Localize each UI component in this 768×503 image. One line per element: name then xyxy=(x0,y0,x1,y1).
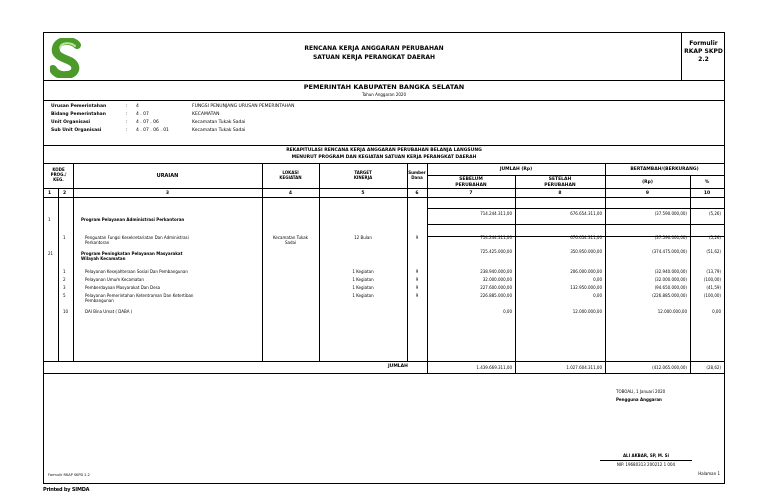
row-keg-code: 2 xyxy=(63,277,66,282)
form-label: Formulir xyxy=(689,40,718,47)
row-selisih: (94.650.000,00) xyxy=(654,285,687,290)
row-selisih: (226.885.000,00) xyxy=(652,293,687,298)
info-name: Kecamatan Tukak Sadai xyxy=(192,120,246,125)
org-info xyxy=(51,104,451,136)
col-kode-line3: KEG. xyxy=(53,177,64,182)
info-label: Unit Organisasi xyxy=(51,120,91,125)
row-sebelum: 227.600.000,00 xyxy=(480,285,512,290)
col-num-10: 10 xyxy=(703,191,711,196)
row-uraian: DAI Bina Umat ( DABA ) xyxy=(85,309,133,314)
col-num-7: 7 xyxy=(469,191,473,196)
total-label: JUMLAH xyxy=(388,364,408,369)
row-setelah: 206.000.000,00 xyxy=(570,269,602,274)
sign-name: ALI AKBAR, SP, M. Si xyxy=(622,453,670,458)
col-num-9: 9 xyxy=(645,191,650,196)
col-target-line1: TARGET xyxy=(354,170,372,175)
col-lokasi xyxy=(262,170,319,180)
col-target xyxy=(319,170,407,180)
col-lokasi-line1: LOKASI xyxy=(282,170,299,175)
col-num-6: 6 xyxy=(415,191,419,196)
row-sumber: 9 xyxy=(415,235,419,240)
row-target: 1 Kegiatan xyxy=(352,277,374,282)
info-colon: : xyxy=(126,120,128,125)
row-keg-code: 1 xyxy=(63,235,66,240)
sign-place-date: TOBOALI, 1 Januari 2020 xyxy=(616,389,666,394)
row-lokasi-line2: Sadai xyxy=(284,240,297,245)
row-pct: 0,00 xyxy=(712,309,721,314)
info-code: 4 . 07 . 06 xyxy=(136,120,159,125)
row-target: 1 Kegiatan xyxy=(352,269,374,274)
row-selisih: (37.590.000,00) xyxy=(654,235,687,240)
row-uraian: Pelayanan Kesejahteraan Sosial Dan Pembangunan xyxy=(85,269,188,274)
info-name: KECAMATAN xyxy=(192,112,220,117)
row-setelah: 676.654.311,00 xyxy=(570,235,602,240)
col-num-8: 8 xyxy=(558,191,562,196)
row-uraian: Pelayanan Umum Kecamatan xyxy=(85,277,144,282)
col-target-line2: KINERJA xyxy=(353,175,373,180)
row-keg-code: 10 xyxy=(63,309,69,314)
form-code: RKAP SKPD xyxy=(684,48,723,55)
col-kode-line2: PROG./ xyxy=(50,172,67,177)
col-pct: % xyxy=(704,180,710,185)
col-sebelum-line1: SEBELUM xyxy=(459,177,483,182)
row-setelah: 350.950.000,00 xyxy=(570,249,602,254)
row-uraian: Program Pelayanan Administrasi Perkantoran xyxy=(81,217,185,222)
row-sumber: 9 xyxy=(415,285,419,290)
row-sumber: 9 xyxy=(415,293,419,298)
row-selisih: (32.000.000,00) xyxy=(654,277,687,282)
row-uraian-line2: Wilayah Kecamatan xyxy=(81,256,126,261)
info-code: 4 . 07 xyxy=(136,112,149,117)
info-label: Bidang Pemerintahan xyxy=(51,112,106,117)
row-setelah: 132.950.000,00 xyxy=(570,285,602,290)
row-uraian: Pemberdayaan Masyarakat Dan Desa xyxy=(85,285,161,290)
info-row-unit xyxy=(51,120,451,128)
sign-role: Pengguna Anggaran xyxy=(616,397,662,402)
col-num-4: 4 xyxy=(288,191,293,196)
row-target: 1 Kegiatan xyxy=(352,293,374,298)
row-setelah: 0,00 xyxy=(593,293,602,298)
row-selisih: (32.940.000,00) xyxy=(654,269,687,274)
row-sebelum: 226.885.000,00 xyxy=(480,293,512,298)
col-num-2: 2 xyxy=(63,191,67,196)
recap-title-1: REKAPITULASI RENCANA KERJA ANGGARAN PERUBAHAN BELANJA LANGSUNG xyxy=(286,148,482,153)
row-pct: (5,26) xyxy=(708,235,721,240)
col-sumber-line1: Sumber xyxy=(408,170,426,175)
form-number: 2.2 xyxy=(698,56,709,63)
row-target: 12 Bulan xyxy=(354,235,372,240)
info-name: Kecamatan Tukak Sadai xyxy=(192,128,246,133)
row-uraian: Program Peningkatan Pelayanan Masyarakat xyxy=(81,251,183,256)
col-bertambah: BERTAMBAH/(BERKURANG) xyxy=(630,167,699,172)
col-rp: (Rp) xyxy=(642,180,653,185)
row-pct: (13,79) xyxy=(706,269,721,274)
row-selisih: (374.475.000,00) xyxy=(652,249,687,254)
info-row-subunit xyxy=(51,128,451,136)
row-pct: (5,26) xyxy=(708,211,721,216)
row-selisih: 12.000.000,00 xyxy=(657,309,687,314)
fiscal-year: Tahun Anggaran 2020 xyxy=(362,92,406,97)
info-colon: : xyxy=(126,128,128,133)
col-jumlah: JUMLAH (Rp) xyxy=(499,167,533,172)
recap-title-2: MENURUT PROGRAM DAN KEGIATAN SATUAN KERJA PERANGKAT DAERAH xyxy=(291,155,477,160)
info-label: Urusan Pemerintahan xyxy=(51,104,107,109)
col-num-5: 5 xyxy=(361,191,365,196)
total-selisih: (412.065.000,00) xyxy=(652,365,687,370)
row-setelah: 12.000.000,00 xyxy=(572,309,602,314)
row-pct: (41,59) xyxy=(706,285,721,290)
row-lokasi: Kecamatan Tukak xyxy=(272,235,309,240)
col-setelah-line2: PERUBAHAN xyxy=(544,182,576,188)
row-setelah: 676.654.311,00 xyxy=(570,211,602,216)
row-selisih: (37.590.000,00) xyxy=(654,211,687,216)
sign-nip: NIP. 19680313 200212 1 004 xyxy=(616,462,676,467)
info-colon: : xyxy=(126,112,128,117)
row-sumber: 9 xyxy=(415,277,419,282)
title-line-1: RENCANA KERJA ANGGARAN PERUBAHAN xyxy=(304,45,444,52)
row-target: 1 Kegiatan xyxy=(352,285,374,290)
row-setelah: 0,00 xyxy=(593,277,602,282)
col-sebelum-line2: PERUBAHAN xyxy=(455,182,487,188)
col-kode-line1: KODE xyxy=(52,167,65,172)
row-uraian: Penguatan Fungsi Kesekretariatan Dan Administrasi xyxy=(85,235,189,240)
row-prog-code: 1 xyxy=(48,217,51,222)
row-keg-code: 1 xyxy=(63,269,66,274)
info-code: 4 xyxy=(136,104,139,109)
info-row-bidang xyxy=(51,112,451,120)
document-sheet xyxy=(43,32,725,484)
government-name: PEMERINTAH KABUPATEN BANGKA SELATAN xyxy=(303,83,465,91)
row-prog-code: 21 xyxy=(48,251,54,256)
col-lokasi-line2: KEGIATAN xyxy=(279,175,302,180)
footer-form-ref: Formulir RKAP SKPD 2.2 xyxy=(48,473,90,477)
row-sebelum: 32.000.000,00 xyxy=(482,277,512,282)
row-uraian-line2: Perkantoran xyxy=(85,240,110,245)
col-sumber-line2: Dana xyxy=(411,175,423,180)
col-kode xyxy=(44,167,73,182)
simda-logo-icon xyxy=(50,38,84,78)
row-uraian-line2: Pembangunan xyxy=(85,298,114,303)
col-num-1: 1 xyxy=(48,191,52,196)
row-uraian: Pelayanan Pemerintahan Ketentraman Dan Ketertiban xyxy=(85,293,194,298)
row-sebelum: 725.425.000,00 xyxy=(480,249,512,254)
footer-page: Halaman 1 xyxy=(698,471,720,476)
col-sumber xyxy=(407,170,427,180)
row-keg-code: 5 xyxy=(63,293,66,298)
col-sebelum xyxy=(427,177,515,188)
row-pct: (100,00) xyxy=(703,277,721,282)
info-code: 4 . 07 . 06 . 01 xyxy=(136,128,169,133)
info-colon: : xyxy=(126,104,128,109)
total-setelah: 1.027.604.311,00 xyxy=(566,365,602,370)
row-pct: (51,62) xyxy=(706,249,721,254)
col-setelah-line1: SETELAH xyxy=(548,177,572,182)
total-sebelum: 1.439.669.311,00 xyxy=(476,365,512,370)
col-setelah xyxy=(515,177,605,188)
title-line-2: SATUAN KERJA PERANGKAT DAERAH xyxy=(312,54,436,61)
row-keg-code: 3 xyxy=(63,285,66,290)
row-pct: (100,00) xyxy=(703,293,721,298)
col-num-3: 3 xyxy=(165,191,170,196)
total-pct: (28,62) xyxy=(706,365,721,370)
row-sebelum: 714.244.311,00 xyxy=(480,235,512,240)
row-sebelum: 238.940.000,00 xyxy=(480,269,512,274)
row-sebelum: 0,00 xyxy=(503,309,512,314)
info-row-urusan xyxy=(51,104,451,112)
info-label: Sub Unit Organisasi xyxy=(51,128,102,133)
app-label: Printed by SIMDA xyxy=(43,487,90,493)
info-name: FUNGSI PENUNJANG URUSAN PEMERINTAHAN xyxy=(192,104,295,109)
col-uraian: URAIAN xyxy=(156,173,179,179)
row-sebelum: 714.244.311,00 xyxy=(480,211,512,216)
row-sumber: 9 xyxy=(415,269,419,274)
